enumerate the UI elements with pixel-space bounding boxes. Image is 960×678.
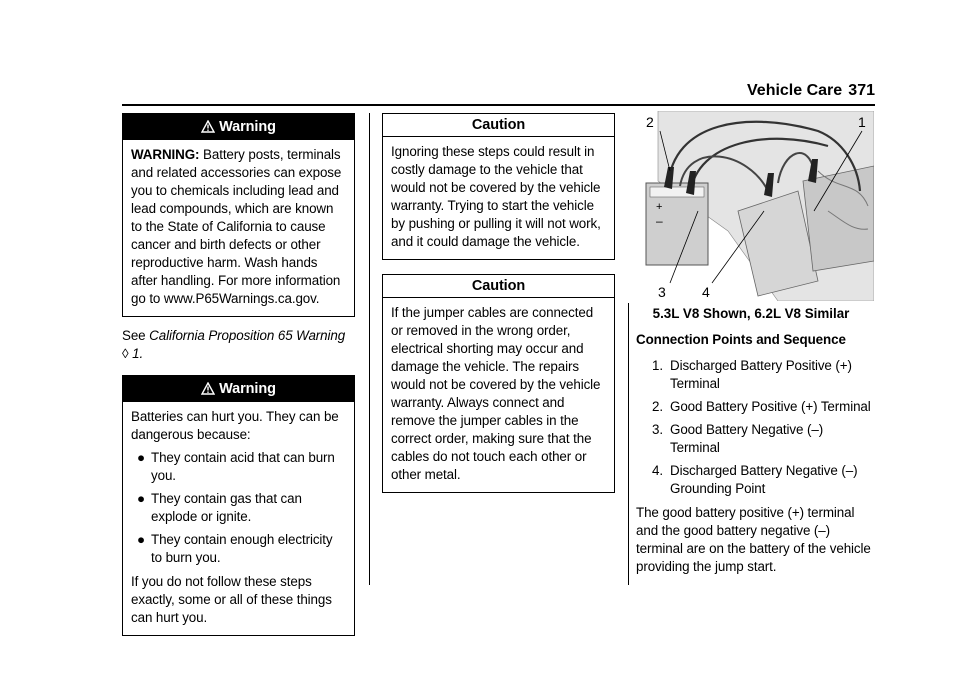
cross-reference-link[interactable]: California Proposition 65 Warning — [149, 328, 346, 343]
column-1 — [122, 113, 355, 636]
bullet-icon: ● — [137, 450, 145, 465]
bullet-text: They contain gas that can explode or ignite. — [151, 491, 302, 524]
caution-box-pushing — [382, 113, 615, 260]
warning-text — [131, 146, 346, 308]
bullet-text: They contain enough electricity to burn you. — [151, 532, 333, 565]
warning-box-battery — [122, 375, 355, 636]
step-text: Good Battery Positive (+) Terminal — [670, 399, 871, 414]
page-number: 371 — [848, 82, 875, 99]
column-3-text — [636, 331, 874, 576]
svg-text:+: + — [656, 201, 663, 213]
step-number: 2. — [652, 399, 663, 414]
warning-header — [123, 376, 354, 402]
see-prefix: See — [122, 328, 146, 343]
bullet-item — [131, 449, 346, 485]
section-heading: Connection Points and Sequence — [636, 332, 846, 347]
callout-label: 3 — [658, 284, 666, 300]
running-header — [735, 80, 875, 102]
column-divider-2 — [628, 303, 629, 585]
column-2 — [382, 113, 615, 493]
warning-body: Battery posts, terminals and related accessories can expose you to chemicals including lead and lead compounds, which are known to the State of California to cause cancer and birth defects or other reproductive harm. Wash hands after handling. For more information go to www.P65Warnings.ca.gov. — [131, 147, 342, 306]
list-item — [636, 398, 874, 416]
step-text: Discharged Battery Positive (+) Terminal — [670, 358, 852, 391]
bullet-item — [131, 490, 346, 526]
caution-header: Caution — [383, 275, 614, 298]
engine-bay-illustration — [628, 111, 874, 301]
step-number: 4. — [652, 463, 663, 478]
caution-text: If the jumper cables are connected or removed in the wrong order, electrical shorting may occur and damage the vehicle. The repairs would not be covered by the vehicle warranty. Always connect and remove the jumper cables in the correct order, making sure that the cables do not touch each other or other metal. — [391, 305, 601, 482]
step-number: 1. — [652, 358, 663, 373]
steps-list — [636, 357, 874, 498]
caution-box-order — [382, 274, 615, 493]
list-item — [636, 357, 874, 393]
list-item — [636, 421, 874, 457]
step-number: 3. — [652, 422, 663, 437]
list-item — [636, 462, 874, 498]
warning-intro: Batteries can hurt you. They can be dangerous because: — [131, 409, 339, 442]
cross-reference-page: 1. — [132, 346, 144, 361]
column-divider-1 — [369, 113, 370, 585]
step-text: Discharged Battery Negative (–) Grounding Point — [670, 463, 858, 496]
page-ref-arrow-icon: ◊ — [122, 346, 129, 361]
svg-text:–: – — [656, 214, 663, 228]
bullet-icon: ● — [137, 532, 145, 547]
bullet-text: They contain acid that can burn you. — [151, 450, 335, 483]
warning-triangle-icon — [201, 116, 215, 142]
cross-reference — [122, 327, 355, 363]
callout-label: 4 — [702, 284, 710, 300]
caution-header: Caution — [383, 114, 614, 137]
callout-label: 2 — [646, 114, 654, 130]
step-text: Good Battery Negative (–) Terminal — [670, 422, 824, 455]
warning-title: Warning — [219, 119, 276, 135]
bullet-icon: ● — [137, 491, 145, 506]
warning-lead: WARNING: — [131, 147, 200, 162]
figure-caption: 5.3L V8 Shown, 6.2L V8 Similar — [652, 306, 850, 321]
bullet-item — [131, 531, 346, 567]
warning-header — [123, 114, 354, 140]
callout-label: 1 — [858, 114, 866, 130]
header-rule — [122, 104, 875, 106]
caution-text: Ignoring these steps could result in costly damage to the vehicle that would not be covered by the vehicle warranty. Trying to start the vehicle by pushing or pulling it will not work, and it could damage the vehicle. — [391, 144, 601, 249]
jumper-cable-diagram — [628, 111, 874, 301]
warning-title: Warning — [219, 381, 276, 397]
warning-box-prop65 — [122, 113, 355, 317]
body-paragraph: The good battery positive (+) terminal and the good battery negative (–) terminal are on the battery of the vehicle providing the jump start. — [636, 505, 871, 574]
warning-triangle-icon — [201, 378, 215, 404]
warning-closing: If you do not follow these steps exactly, some or all of these things can hurt you. — [131, 574, 332, 625]
section-title: Vehicle Care — [747, 82, 843, 99]
